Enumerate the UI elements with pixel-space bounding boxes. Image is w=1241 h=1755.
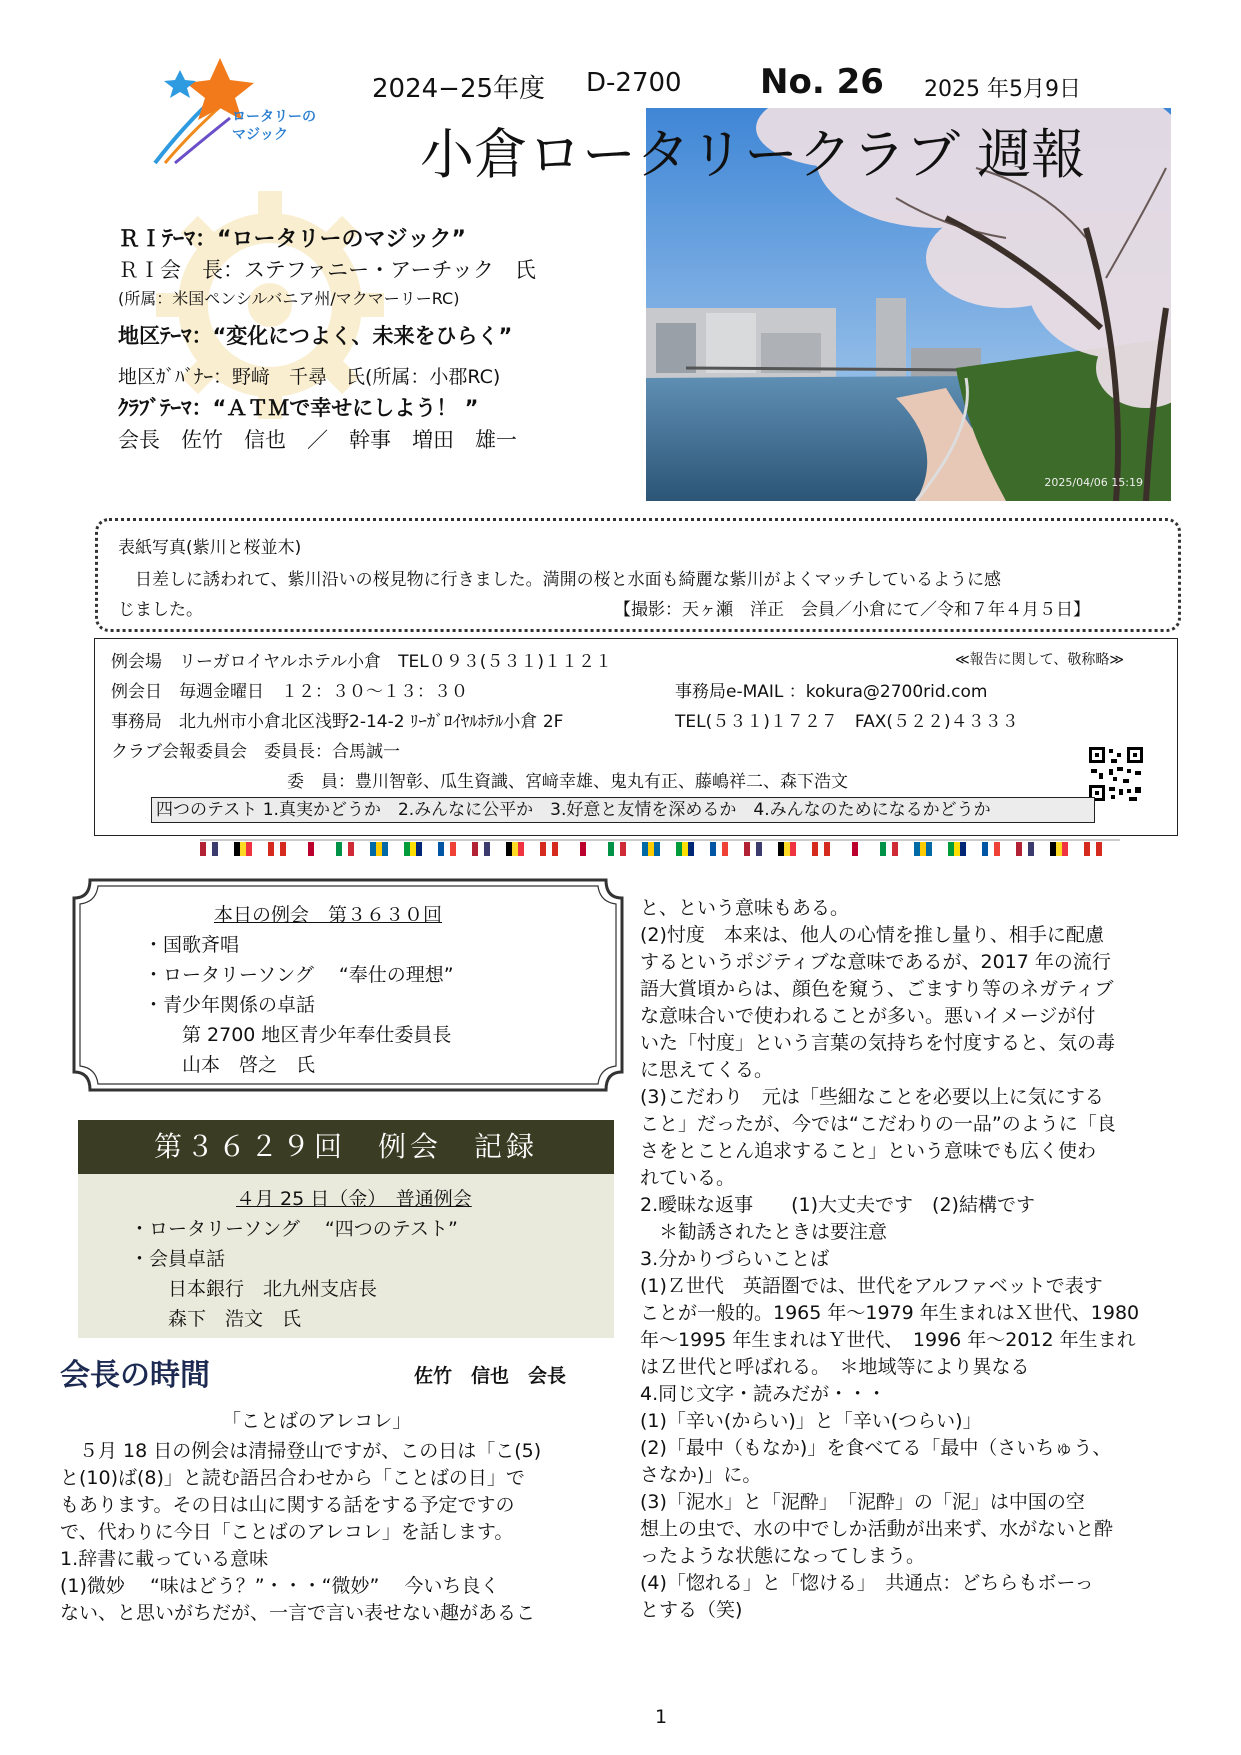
honorific-note: ≪報告に関して、敬称略≫	[955, 652, 1125, 668]
speech-right-line: な意味合いで使われることが多い。悪いイメージが付	[640, 1005, 1096, 1027]
speech-right-line: と、という意味もある。	[640, 897, 850, 919]
logo-text	[232, 108, 316, 144]
cover-caption-line1: 日差しに誘われて、紫川沿いの桜見物に行きました。満開の桜と水面も綺麗な紫川がよくマッチしているように感	[118, 570, 1001, 590]
speech-left-line: ない、と思いがちだが、一言で言い表せない趣があるこ	[60, 1602, 536, 1624]
speech-title: 「ことばのアレコレ」	[222, 1410, 412, 1432]
speech-right-line: (2)忖度 本来は、他人の心情を推し量り、相手に配慮	[640, 924, 1104, 946]
district-code: D-2700	[586, 68, 682, 98]
meeting-record-header: 第３６２９回 例会 記録	[78, 1120, 614, 1174]
meeting-record-body	[78, 1174, 614, 1338]
fiscal-year: 2024−25年度	[372, 74, 546, 104]
club-theme: ｸﾗﾌﾞﾃｰﾏ：“ＡＴＭで幸せにしよう！ ”	[118, 396, 479, 420]
cover-photo-caption-box	[95, 518, 1181, 632]
club-officers: 会長 佐竹 信也 ／ 幹事 増田 雄一	[118, 428, 517, 452]
office-email: 事務局e-MAIL ：kokura@2700rid.com	[675, 682, 988, 702]
cover-caption-title: 表紙写真(紫川と桜並木)	[118, 538, 302, 558]
four-way-test: 四つのテスト 1.真実かどうか 2.みんなに公平か 3.好意と友情を深めるか 4.みんなのためになるかどうか	[151, 797, 1095, 823]
qr-code-icon[interactable]	[1087, 745, 1145, 803]
todays-meeting-box	[70, 876, 626, 1094]
todays-item-5: 山本 啓之 氏	[144, 1054, 316, 1076]
speech-right-line: (2)「最中（もなか)」を食べてる「最中（さいちゅう、	[640, 1437, 1112, 1459]
speech-left-line: もあります。その日は山に関する話をする予定ですの	[60, 1494, 515, 1516]
header-line	[372, 64, 1112, 104]
todays-meeting-title: 本日の例会 第３６３０回	[214, 904, 443, 926]
speech-right-line: するというポジティブな意味であるが、2017 年の流行	[640, 951, 1111, 973]
ri-president-affiliation: (所属：米国ペンシルバニア州/マクマーリーRC)	[118, 289, 460, 308]
speech-right-line: (3)こだわり 元は「些細なことを必要以上に気にする	[640, 1086, 1104, 1108]
speech-right-line: さをとことん追求すること」という意味でも広く使わ	[640, 1140, 1097, 1162]
masthead-title: 小倉ロータリークラブ 週報	[420, 123, 1086, 186]
president-name: 佐竹 信也 会長	[414, 1365, 567, 1387]
flag-bunting-icon	[200, 838, 1120, 860]
speech-right-line: 4.同じ文字・読みだが・・・	[640, 1383, 887, 1405]
record-item-4: 森下 浩文 氏	[130, 1308, 302, 1330]
todays-item-1: ・国歌斉唱	[144, 934, 240, 956]
speech-right-line: さなか)」に。	[640, 1464, 762, 1486]
speech-left-line: ５月 18 日の例会は清掃登山ですが、この日は「こ(5)	[60, 1440, 542, 1462]
speech-right-line: (1)Ｚ世代 英語圏では、世代をアルファベットで表す	[640, 1275, 1103, 1297]
meeting-day: 例会日 毎週金曜日 １２：３０～１３：３０	[111, 682, 468, 702]
speech-right-line: 年～1995 年生まれはＹ世代、 1996 年～2012 年生まれ	[640, 1329, 1136, 1351]
record-item-1: ・ロータリーソング “四つのテスト”	[130, 1218, 458, 1240]
district-governor: 地区ｶﾞﾊﾞﾅｰ：野﨑 千尋 氏(所属：小郡RC)	[118, 366, 501, 388]
newsletter-committee-members: 委 員：豊川智彰、瓜生資識、宮﨑幸雄、鬼丸有正、藤嶋祥二、森下浩文	[287, 772, 848, 792]
speech-right-line: に思えてくる。	[640, 1059, 774, 1081]
logo-text-line2: マジック	[232, 127, 288, 143]
office-address: 事務局 北九州市小倉北区浅野2-14-2 ﾘｰｶﾞﾛｲﾔﾙﾎﾃﾙ小倉 2F	[111, 712, 564, 732]
cover-caption-line2: じました。	[118, 600, 203, 620]
speech-right-line: ったような状態になってしまう。	[640, 1545, 926, 1567]
record-item-2: ・会員卓話	[130, 1248, 226, 1270]
record-date: ４月 25 日（金） 普通例会	[236, 1188, 472, 1210]
ri-president: ＲＩ会 長：ステファニー・アーチック 氏	[118, 258, 536, 282]
district-theme: 地区ﾃｰﾏ：“変化につよく、未来をひらく”	[118, 324, 513, 348]
speech-right-line: はＺ世代と呼ばれる。 ＊地域等により異なる	[640, 1356, 1030, 1378]
office-tel-fax: TEL(５３１)１７２７ FAX(５２２)４３３３	[675, 712, 1019, 732]
speech-right-line: 語大賞頃からは、顔色を窺う、ごますり等のネガティブ	[640, 978, 1114, 1000]
speech-right-line: 2.曖昧な返事 (1)大丈夫です (2)結構です	[640, 1194, 1035, 1216]
speech-right-line: こと」だったが、今では“こだわりの一品”のように「良	[640, 1113, 1116, 1135]
meeting-venue: 例会場 リーガロイヤルホテル小倉 TEL０９３(５３１)１１２１	[111, 652, 612, 672]
todays-item-2: ・ロータリーソング “奉仕の理想”	[144, 964, 454, 986]
speech-left-line: と(10)ば(8)」と読む語呂合わせから「ことばの日」で	[60, 1467, 525, 1489]
speech-right-line: (3)「泥水」と「泥酔」 「泥酔」の「泥」は中国の空	[640, 1491, 1085, 1513]
speech-right-line: 3.分かりづらいことば	[640, 1248, 830, 1270]
photo-timestamp: 2025/04/06 15:19	[1044, 476, 1143, 489]
issue-number: No. 26	[760, 62, 884, 102]
todays-item-3: ・青少年関係の卓話	[144, 994, 316, 1016]
speech-left-line: (1)微妙 “味はどう？”・・・“微妙” 今いち良く	[60, 1575, 500, 1597]
speech-right-line: ＊勧誘されたときは要注意	[640, 1221, 888, 1243]
speech-right-line: とする（笑)	[640, 1599, 743, 1621]
todays-item-4: 第 2700 地区青少年奉仕委員長	[144, 1024, 452, 1046]
speech-right-line: れている。	[640, 1167, 736, 1189]
logo-text-line1: ロータリーの	[232, 109, 316, 125]
newsletter-committee-chair: クラブ会報委員会 委員長：合馬誠一	[111, 742, 400, 762]
cover-caption-credit: 【撮影：天ヶ瀬 洋正 会員／小倉にて／令和７年４月５日】	[614, 600, 1090, 620]
speech-right-line: 想上の虫で、水の中でしか活動が出来ず、水がないと酔	[640, 1518, 1114, 1540]
record-item-3: 日本銀行 北九州支店長	[130, 1278, 378, 1300]
speech-right-line: (1)「辛い(からい)」と「辛い(つらい)」	[640, 1410, 982, 1432]
president-section-title: 会長の時間	[60, 1358, 210, 1393]
speech-right-line: いた「忖度」という言葉の気持ちを忖度すると、気の毒	[640, 1032, 1116, 1054]
speech-right-line: (4)「惚れる」と「惚ける」 共通点：どちらもボーっ	[640, 1572, 1094, 1594]
issue-date: 2025 年5月9日	[924, 77, 1081, 102]
club-info-box	[94, 638, 1178, 836]
ri-theme: ＲＩﾃｰﾏ：“ロータリーのマジック”	[118, 227, 466, 252]
speech-right-line: ことが一般的。1965 年～1979 年生まれはＸ世代、1980	[640, 1302, 1140, 1324]
speech-left-line: 1.辞書に載っている意味	[60, 1548, 269, 1570]
page-number: 1	[655, 1706, 668, 1728]
speech-left-line: で、代わりに今日「ことばのアレコレ」を話します。	[60, 1521, 514, 1543]
